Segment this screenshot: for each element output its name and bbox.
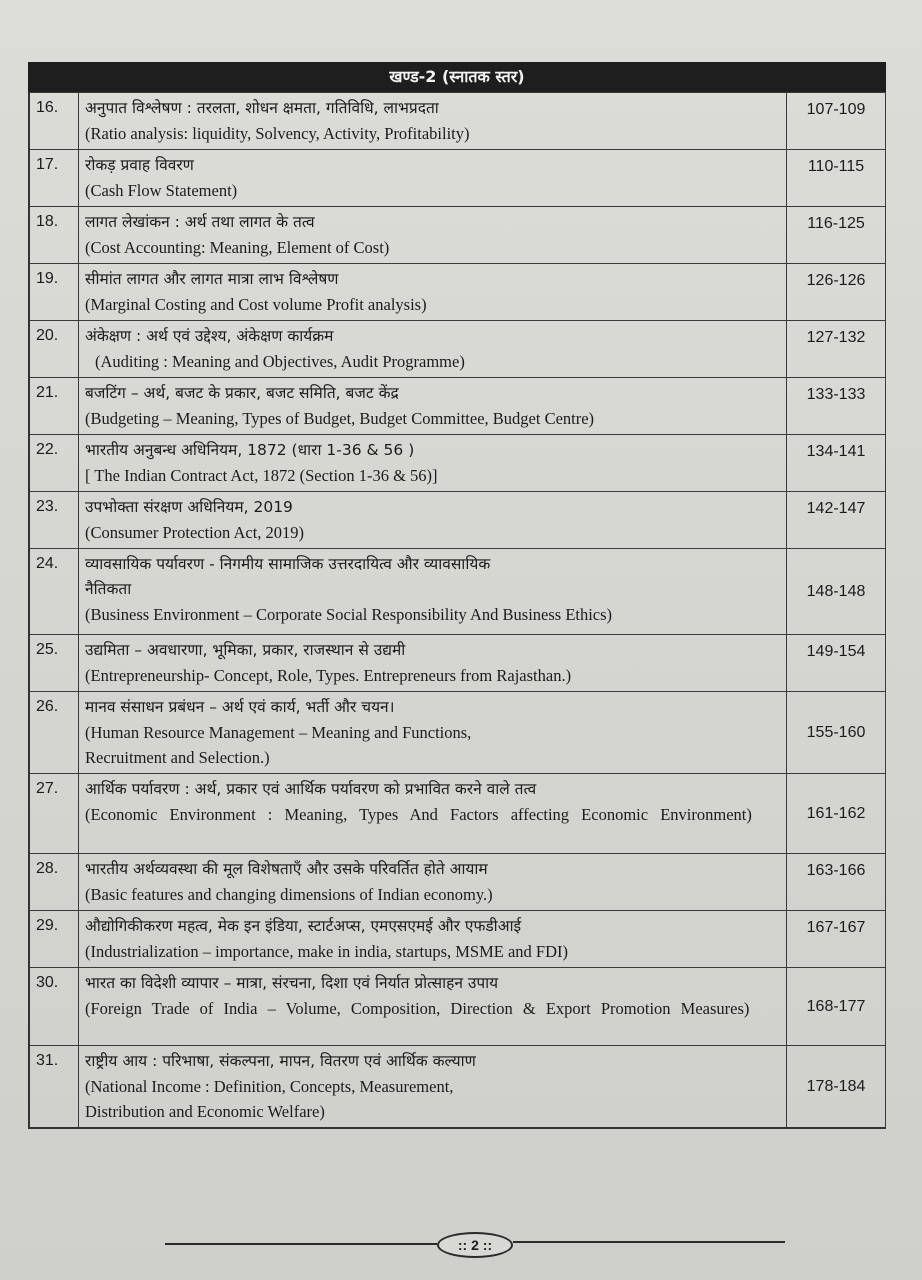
page-range: 134-141 xyxy=(787,435,886,492)
topic-hindi: आर्थिक पर्यावरण : अर्थ, प्रकार एवं आर्थिक पर्यावरण को प्रभावित करने वाले तत्व xyxy=(85,780,537,798)
page-footer xyxy=(165,1232,785,1256)
page-range: 148-148 xyxy=(787,549,886,635)
page-range: 168-177 xyxy=(787,968,886,1046)
row-number: 27. xyxy=(29,774,79,854)
topic-english: (Foreign Trade of India – Volume, Composition, Direction & Export Promotion Measures) xyxy=(85,999,750,1018)
row-number: 31. xyxy=(29,1046,79,1129)
table-row xyxy=(29,264,886,321)
topic-hindi: लागत लेखांकन : अर्थ तथा लागत के तत्व xyxy=(85,213,315,231)
topic-cell xyxy=(79,435,787,492)
topic-cell xyxy=(79,321,787,378)
topic-hindi: उद्यमिता – अवधारणा, भूमिका, प्रकार, राजस्थान से उद्यमी xyxy=(85,641,406,659)
topic-hindi: राष्ट्रीय आय : परिभाषा, संकल्पना, मापन, वितरण एवं आर्थिक कल्याण xyxy=(85,1052,476,1070)
topic-english: (Marginal Costing and Cost volume Profit analysis) xyxy=(85,295,427,314)
table-row xyxy=(29,549,886,635)
row-number: 29. xyxy=(29,911,79,968)
row-number: 23. xyxy=(29,492,79,549)
table-row xyxy=(29,1046,886,1129)
topic-cell xyxy=(79,911,787,968)
page-range: 107-109 xyxy=(787,93,886,150)
row-number: 19. xyxy=(29,264,79,321)
contents-table xyxy=(28,92,886,1129)
topic-cell xyxy=(79,150,787,207)
topic-english: (Economic Environment : Meaning, Types And Factors affecting Economic Environment) xyxy=(85,805,752,824)
topic-cell xyxy=(79,854,787,911)
page-range: 126-126 xyxy=(787,264,886,321)
topic-hindi: भारतीय अनुबन्ध अधिनियम, 1872 (धारा 1-36 & 56 ) xyxy=(85,441,415,459)
topic-cell xyxy=(79,549,787,635)
row-number: 28. xyxy=(29,854,79,911)
footer-rule-left xyxy=(165,1243,437,1245)
topic-cell xyxy=(79,93,787,150)
topic-english: (Ratio analysis: liquidity, Solvency, Activity, Profitability) xyxy=(85,124,470,143)
page-range: 142-147 xyxy=(787,492,886,549)
row-number: 26. xyxy=(29,692,79,774)
table-row xyxy=(29,435,886,492)
page-range: 163-166 xyxy=(787,854,886,911)
row-number: 21. xyxy=(29,378,79,435)
topic-cell xyxy=(79,1046,787,1129)
topic-cell xyxy=(79,264,787,321)
topic-hindi: भारतीय अर्थव्यवस्था की मूल विशेषताएँ और उसके परिवर्तित होते आयाम xyxy=(85,860,488,878)
row-number: 22. xyxy=(29,435,79,492)
page-number: :: 2 :: xyxy=(437,1232,513,1258)
footer-rule-right xyxy=(513,1241,785,1243)
topic-cell xyxy=(79,774,787,854)
table-row xyxy=(29,635,886,692)
table-row xyxy=(29,854,886,911)
row-number: 25. xyxy=(29,635,79,692)
topic-hindi: भारत का विदेशी व्यापार – मात्रा, संरचना, दिशा एवं निर्यात प्रोत्साहन उपाय xyxy=(85,974,499,992)
table-row xyxy=(29,911,886,968)
topic-hindi: मानव संसाधन प्रबंधन – अर्थ एवं कार्य, भर्ती और चयन। xyxy=(85,698,395,716)
row-number: 30. xyxy=(29,968,79,1046)
page-range: 116-125 xyxy=(787,207,886,264)
topic-english: (Cost Accounting: Meaning, Element of Cost) xyxy=(85,238,390,257)
row-number: 18. xyxy=(29,207,79,264)
topic-cell xyxy=(79,692,787,774)
row-number: 16. xyxy=(29,93,79,150)
topic-hindi: औद्योगिकीकरण महत्व, मेक इन इंडिया, स्टार्टअप्स, एमएसएमई और एफडीआई xyxy=(85,917,522,935)
table-row xyxy=(29,321,886,378)
table-row xyxy=(29,150,886,207)
topic-cell xyxy=(79,492,787,549)
topic-hindi: रोकड़ प्रवाह विवरण xyxy=(85,156,194,174)
row-number: 24. xyxy=(29,549,79,635)
topic-cell xyxy=(79,635,787,692)
page-range: 149-154 xyxy=(787,635,886,692)
page-range: 133-133 xyxy=(787,378,886,435)
topic-hindi: बजटिंग – अर्थ, बजट के प्रकार, बजट समिति, बजट केंद्र xyxy=(85,384,399,402)
table-row xyxy=(29,378,886,435)
topic-hindi: अंकेक्षण : अर्थ एवं उद्देश्य, अंकेक्षण कार्यक्रम xyxy=(85,327,334,345)
table-row xyxy=(29,968,886,1046)
table-row xyxy=(29,207,886,264)
table-row xyxy=(29,93,886,150)
page-range: 127-132 xyxy=(787,321,886,378)
topic-cell xyxy=(79,378,787,435)
topic-cell xyxy=(79,207,787,264)
page-range: 167-167 xyxy=(787,911,886,968)
section-header: खण्ड-2 (स्नातक स्तर) xyxy=(28,62,886,92)
topic-english: (Basic features and changing dimensions of Indian economy.) xyxy=(85,885,493,904)
topic-hindi: व्यावसायिक पर्यावरण - निगमीय सामाजिक उत्तरदायित्व और व्यावसायिक नैतिकता xyxy=(85,555,491,598)
topic-hindi: सीमांत लागत और लागत मात्रा लाभ विश्लेषण xyxy=(85,270,339,288)
row-number: 20. xyxy=(29,321,79,378)
topic-english: (Entrepreneurship- Concept, Role, Types. Entrepreneurs from Rajasthan.) xyxy=(85,666,572,685)
topic-english: (Auditing : Meaning and Objectives, Audit Programme) xyxy=(95,352,465,371)
topic-cell xyxy=(79,968,787,1046)
contents-page xyxy=(28,62,886,1129)
topic-english: (Consumer Protection Act, 2019) xyxy=(85,523,305,542)
topic-english: (Human Resource Management – Meaning and Functions, Recruitment and Selection.) xyxy=(85,723,472,767)
page-range: 155-160 xyxy=(787,692,886,774)
page-range: 178-184 xyxy=(787,1046,886,1129)
page-range: 110-115 xyxy=(787,150,886,207)
topic-english: (Business Environment – Corporate Social Responsibility And Business Ethics) xyxy=(85,605,613,624)
topic-english: [ The Indian Contract Act, 1872 (Section 1-36 & 56)] xyxy=(85,466,438,485)
topic-english: (National Income : Definition, Concepts, Measurement, Distribution and Economic Welfare) xyxy=(85,1077,454,1121)
topic-english: (Industrialization – importance, make in india, startups, MSME and FDI) xyxy=(85,942,568,961)
table-row xyxy=(29,692,886,774)
topic-hindi: अनुपात विश्लेषण : तरलता, शोधन क्षमता, गतिविधि, लाभप्रदता xyxy=(85,99,439,117)
page-range: 161-162 xyxy=(787,774,886,854)
table-row xyxy=(29,492,886,549)
table-row xyxy=(29,774,886,854)
topic-english: (Budgeting – Meaning, Types of Budget, Budget Committee, Budget Centre) xyxy=(85,409,595,428)
row-number: 17. xyxy=(29,150,79,207)
topic-english: (Cash Flow Statement) xyxy=(85,181,238,200)
topic-hindi: उपभोक्ता संरक्षण अधिनियम, 2019 xyxy=(85,498,293,516)
